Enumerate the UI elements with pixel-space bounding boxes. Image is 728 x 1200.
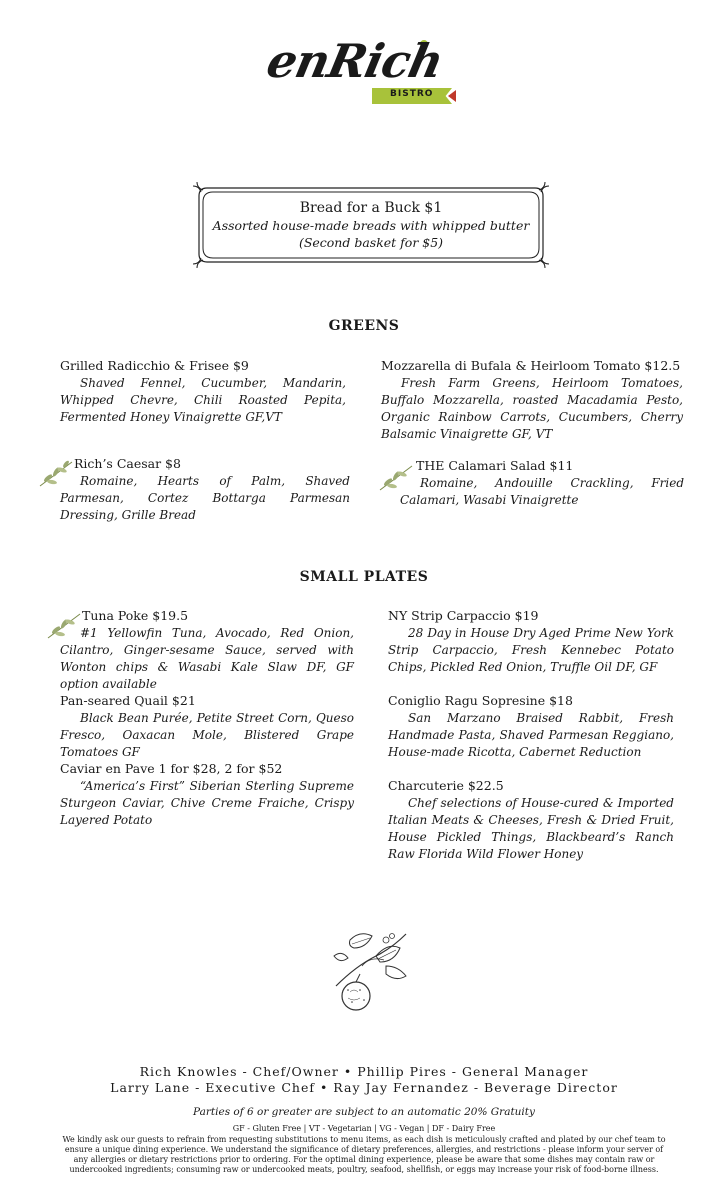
logo-red-arrow	[448, 90, 456, 102]
menu-item	[60, 761, 354, 829]
dining-disclaimer: We kindly ask our guests to refrain from requesting substitutions to menu items, as each dish is meticulously crafted and plated by our chef team to ensure a unique dining experience. We understand the significance of dietary preferences, allergies, and restrictions - please inform your server of any allergies or dietary restrictions prior to ordering. For the optimal dining experience, please be aware that some dishes may contain raw or undercooked ingredients; consuming raw or undercooked meats, poultry, seafood, shellfish, or eggs may increase your risk of food-borne illness.	[62, 1135, 666, 1174]
dietary-legend: GF - Gluten Free | VT - Vegetarian | VG - Vegan | DF - Dairy Free	[232, 1124, 496, 1133]
item-name: Grilled Radicchio & Frisee $9	[60, 358, 249, 373]
item-name: Charcuterie $22.5	[388, 778, 504, 793]
menu-item	[60, 608, 354, 693]
bread-title: Bread for a Buck $1	[299, 200, 443, 216]
menu-item	[388, 608, 674, 676]
item-description: San Marzano Braised Rabbit, Fresh Handmade Pasta, Shaved Parmesan Reggiano, House-made Ricotta, Cabernet Reduction	[388, 711, 674, 759]
item-name: NY Strip Carpaccio $19	[388, 608, 539, 623]
menu-item	[60, 693, 354, 761]
bread-description: Assorted house-made breads with whipped butter	[212, 218, 530, 233]
item-name: Caviar en Pave 1 for $28, 2 for $52	[60, 761, 283, 776]
item-name: Mozzarella di Bufala & Heirloom Tomato $12.5	[381, 358, 681, 373]
menu-item	[60, 358, 346, 426]
item-description: #1 Yellowfin Tuna, Avocado, Red Onion, Cilantro, Ginger-sesame Sauce, served with Wonton chips & Wasabi Kale Slaw DF, GF option available	[60, 626, 354, 691]
restaurant-logo	[262, 30, 462, 110]
item-description: Romaine, Hearts of Palm, Shaved Parmesan, Cortez Bottarga Parmesan Dressing, Grille Bread	[60, 474, 350, 522]
section-title-small-plates: SMALL PLATES	[299, 569, 429, 585]
item-name: Coniglio Ragu Sopresine $18	[388, 693, 573, 708]
item-name: Tuna Poke $19.5	[82, 608, 189, 623]
orange-branch-illustration	[326, 926, 414, 1016]
menu-item	[60, 456, 350, 524]
menu-item	[388, 693, 674, 761]
menu-item	[400, 458, 684, 509]
menu-item	[381, 358, 683, 443]
section-title-greens: GREENS	[328, 318, 400, 334]
logo-bistro-label: BISTRO	[390, 89, 434, 99]
item-description: Shaved Fennel, Cucumber, Mandarin, Whipped Chevre, Chili Roasted Pepita, Fermented Honey Vinaigrette GF,VT	[60, 376, 346, 424]
item-description: “America’s First” Siberian Sterling Supreme Sturgeon Caviar, Chive Creme Fraiche, Crispy Layered Potato	[60, 779, 354, 827]
bread-for-a-buck-box	[193, 182, 549, 268]
logo-wordmark: enRich	[262, 34, 448, 88]
item-name: Pan-seared Quail $21	[60, 693, 196, 708]
item-description: 28 Day in House Dry Aged Prime New York Strip Carpaccio, Fresh Kennebec Potato Chips, Pickled Red Onion, Truffle Oil DF, GF	[388, 626, 674, 674]
staff-line-2: Larry Lane - Executive Chef • Ray Jay Fernandez - Beverage Director	[110, 1080, 618, 1095]
item-name: THE Calamari Salad $11	[416, 458, 574, 473]
gratuity-notice: Parties of 6 or greater are subject to an automatic 20% Gratuity	[193, 1106, 535, 1118]
item-description: Romaine, Andouille Crackling, Fried Calamari, Wasabi Vinaigrette	[400, 476, 684, 507]
item-name: Rich’s Caesar $8	[74, 456, 181, 471]
bread-note: (Second basket for $5)	[298, 235, 444, 250]
item-description: Black Bean Purée, Petite Street Corn, Queso Fresco, Oaxacan Mole, Blistered Grape Tomatoes GF	[60, 711, 354, 759]
staff-line-1: Rich Knowles - Chef/Owner • Phillip Pires - General Manager	[139, 1064, 589, 1079]
menu-item	[388, 778, 674, 863]
item-description: Fresh Farm Greens, Heirloom Tomatoes, Buffalo Mozzarella, roasted Macadamia Pesto, Organic Rainbow Carrots, Cucumbers, Cherry Balsamic Vinaigrette GF, VT	[381, 376, 683, 441]
item-description: Chef selections of House-cured & Imported Italian Meats & Cheeses, Fresh & Dried Fruit, House Pickled Things, Blackbeard’s Ranch Raw Florida Wild Flower Honey	[388, 796, 674, 861]
